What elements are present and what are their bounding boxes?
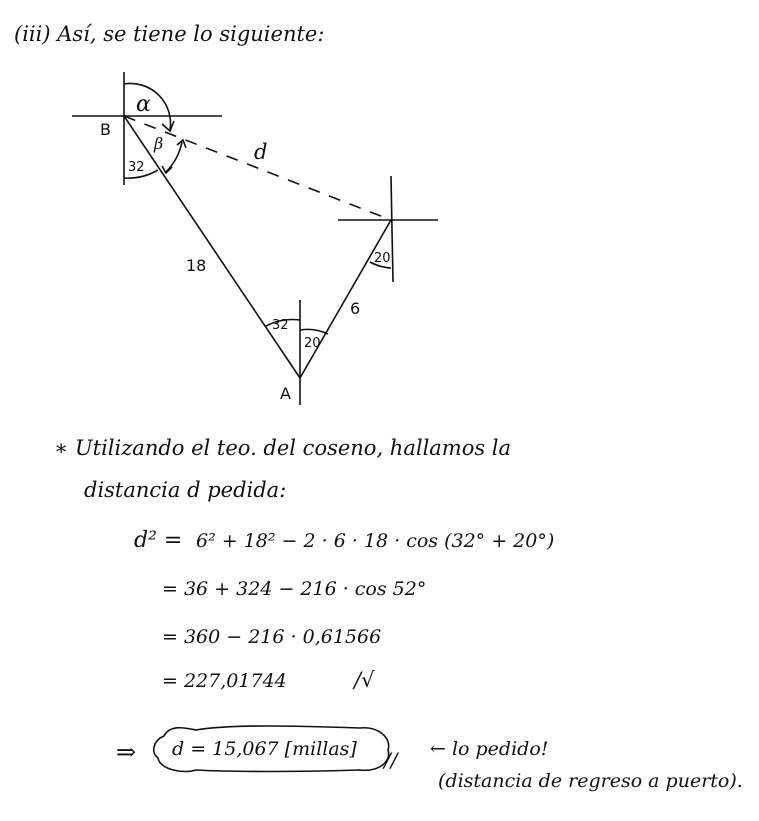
alpha-label: α bbox=[136, 92, 151, 117]
equation-2: = 36 + 324 − 216 · cos 52° bbox=[162, 578, 427, 600]
distance-d-label: d bbox=[254, 140, 268, 164]
point-b-label: B bbox=[100, 120, 111, 139]
equation-3: = 360 − 216 · 0,61566 bbox=[162, 626, 382, 648]
point-a-label: A bbox=[280, 384, 291, 403]
equation-1-rhs: 6² + 18² − 2 · 6 · 18 · cos (32° + 20°) bbox=[196, 530, 555, 552]
equation-1-lhs: d² = bbox=[134, 528, 183, 553]
answer-note-line-2: (distancia de regreso a puerto). bbox=[438, 770, 743, 792]
explanation-line-2: distancia d pedida: bbox=[84, 478, 287, 502]
final-answer: d = 15,067 [millas] bbox=[172, 738, 357, 760]
angle-a-32-label: 32 bbox=[272, 318, 289, 333]
side-18-label: 18 bbox=[186, 256, 207, 275]
heading: (iii) Así, se tiene lo siguiente: bbox=[14, 22, 325, 46]
angle-b-32-label: 32 bbox=[128, 160, 145, 175]
answer-note-line-1: ← lo pedido! bbox=[430, 738, 549, 760]
beta-label: β bbox=[154, 134, 164, 153]
angle-c-20-label: 20 bbox=[374, 251, 391, 266]
equation-4: = 227,01744 bbox=[162, 670, 287, 692]
side-6-label: 6 bbox=[350, 299, 361, 318]
implies-arrow: ⇒ bbox=[116, 738, 137, 766]
explanation-line-1: ∗ Utilizando el teo. del coseno, hallamos la bbox=[54, 436, 512, 460]
equation-4-note: /√ bbox=[354, 668, 375, 692]
angle-a-20-label: 20 bbox=[304, 336, 321, 351]
check-mark: // bbox=[384, 748, 398, 772]
